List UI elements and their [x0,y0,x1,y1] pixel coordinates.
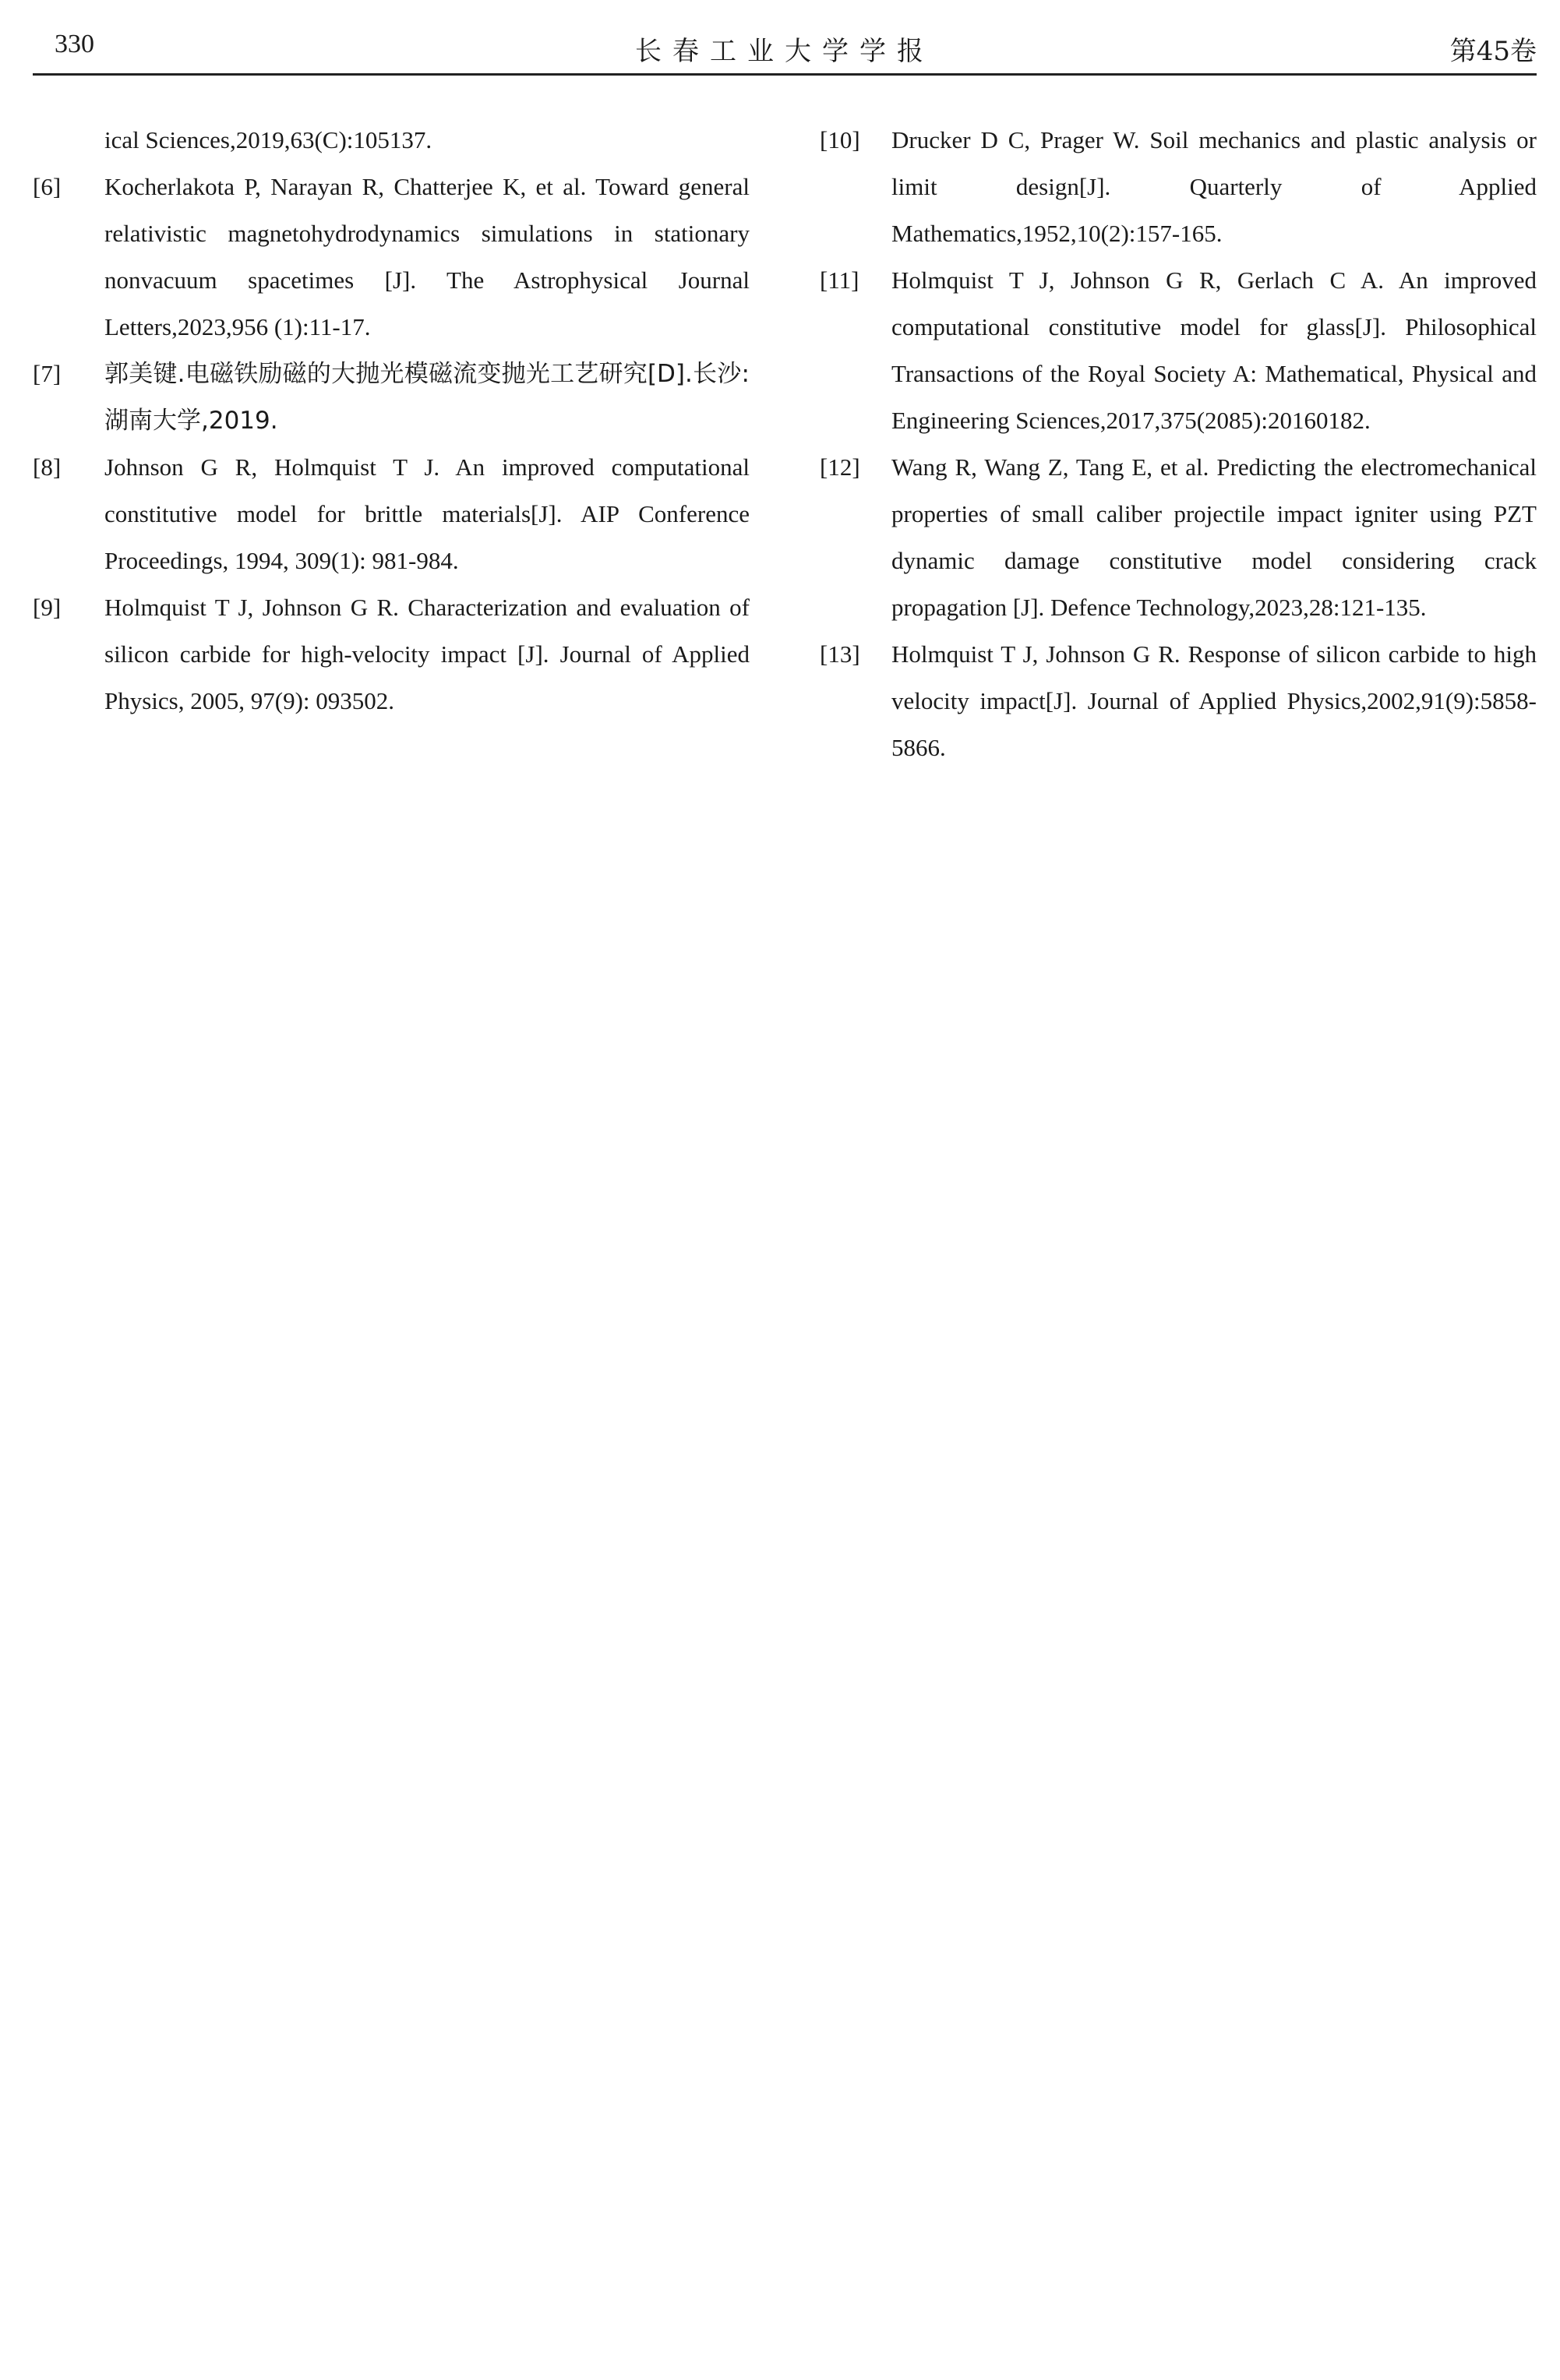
reference-number: [10] [820,126,860,153]
right-column [820,117,1537,771]
left-column [33,117,750,771]
reference-text: Holmquist T J, Johnson G R. Characterization and evaluation of silicon carbide for high-velocity impact [J]. Journal of Applied Physics, 2005, 97(9): 093502. [104,594,750,714]
reference-number: [13] [820,640,860,668]
references-body [33,117,1537,771]
reference-text: Drucker D C, Prager W. Soil mechanics and plastic analysis or limit design[J]. Quarterly of Applied Mathematics,1952,10(2):157-165. [891,126,1537,247]
reference-item-9 [33,584,750,725]
reference-text: Wang R, Wang Z, Tang E, et al. Predicting the electromechanical properties of small caliber projectile impact igniter using PZT dynamic damage constitutive model considering crack propagation [J]. Defence Technology,2023,28:121-135. [891,453,1537,621]
page-header [33,30,1537,76]
reference-item-12 [820,444,1537,631]
reference-item-10 [820,117,1537,257]
reference-text: Holmquist T J, Johnson G R. Response of silicon carbide to high velocity impact[J]. Journal of Applied Physics,2002,91(9):5858-5866. [891,640,1537,761]
page-number: 330 [55,30,94,58]
reference-text: Johnson G R, Holmquist T J. An improved computational constitutive model for brittle materials[J]. AIP Conference Proceedings, 1994, 309(1): 981-984. [104,453,750,574]
reference-number: [8] [33,453,62,481]
reference-number: [6] [33,173,62,200]
journal-title: 长春工业大学学报 [635,36,934,67]
reference-item-13 [820,631,1537,771]
reference-text: Kocherlakota P, Narayan R, Chatterjee K, et al. Toward general relativistic magnetohydrodynamics simulations in stationary nonvacuum spacetimes [J]. The Astrophysical Journal Letters,2023,956 (1):11-17. [104,173,750,340]
reference-item-11 [820,257,1537,444]
reference-text: Holmquist T J, Johnson G R, Gerlach C A. An improved computational constitutive model for glass[J]. Philosophical Transactions of the Royal Society A: Mathematical, Physical and Engineering Sciences,2017,375(2085):20160182. [891,266,1537,434]
reference-number: [12] [820,453,860,481]
reference-item-6 [33,164,750,351]
reference-text: 郭美键.电磁铁励磁的大抛光模磁流变抛光工艺研究[D].长沙:湖南大学,2019. [104,360,750,435]
volume-label: 第45卷 [1449,36,1537,67]
reference-number: [9] [33,594,62,621]
reference-text: ical Sciences,2019,63(C):105137. [104,126,432,153]
reference-item-8 [33,444,750,584]
reference-continuation [33,117,750,164]
reference-item-7 [33,351,750,444]
reference-number: [7] [33,360,62,387]
reference-number: [11] [820,266,859,294]
